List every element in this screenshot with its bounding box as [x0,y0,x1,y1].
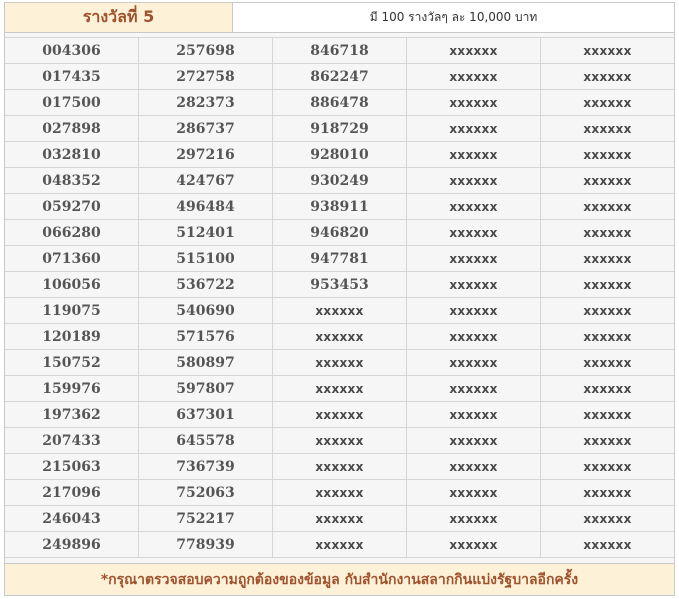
prize-number-cell: xxxxxx [583,459,632,474]
prize-number-cell: xxxxxx [583,199,632,214]
table-row [5,142,674,168]
prize-number-cell: 778939 [139,532,273,557]
prize-number-cell: xxxxxx [583,381,632,396]
prize-number-cell: xxxxxx [407,142,541,167]
prize-number-cell: 004306 [5,38,139,63]
prize-number-cell: 580897 [139,350,273,375]
prize-number-cell: xxxxxx [407,428,541,453]
prize-number-cell: 752217 [139,506,273,531]
table-row [5,90,674,116]
prize-number-cell: 272758 [139,64,273,89]
prize-number-grid [5,37,674,558]
prize-number-cell: 150752 [5,350,139,375]
prize-number-cell: 862247 [273,64,407,89]
prize-table [4,2,675,596]
prize-number-cell: xxxxxx [273,298,407,323]
prize-number-cell: 207433 [5,428,139,453]
prize-number-cell: 246043 [5,506,139,531]
prize-number-cell: xxxxxx [273,376,407,401]
prize-number-cell: xxxxxx [407,324,541,349]
prize-number-cell: xxxxxx [407,168,541,193]
prize-number-cell: xxxxxx [407,480,541,505]
prize-number-cell: 197362 [5,402,139,427]
prize-number-cell: 120189 [5,324,139,349]
prize-number-cell: 119075 [5,298,139,323]
table-row [5,376,674,402]
prize-number-cell: 886478 [273,90,407,115]
prize-number-cell: 027898 [5,116,139,141]
prize-number-cell: xxxxxx [407,376,541,401]
prize-number-cell: 297216 [139,142,273,167]
prize-number-cell: xxxxxx [407,454,541,479]
prize-number-cell: xxxxxx [583,485,632,500]
prize-number-cell: xxxxxx [407,272,541,297]
prize-number-cell: xxxxxx [583,121,632,136]
prize-number-cell: xxxxxx [583,251,632,266]
prize-number-cell: 059270 [5,194,139,219]
table-row [5,480,674,506]
prize-number-cell: 597807 [139,376,273,401]
prize-number-cell: xxxxxx [407,38,541,63]
prize-number-cell: 424767 [139,168,273,193]
table-row [5,506,674,532]
prize-number-cell: xxxxxx [583,43,632,58]
prize-number-cell: 282373 [139,90,273,115]
prize-number-cell: xxxxxx [583,355,632,370]
table-row [5,402,674,428]
prize-number-cell: xxxxxx [583,69,632,84]
table-row [5,350,674,376]
prize-number-cell: xxxxxx [407,194,541,219]
prize-number-cell: 637301 [139,402,273,427]
table-row [5,220,674,246]
prize-number-cell: 017435 [5,64,139,89]
prize-number-cell: xxxxxx [273,428,407,453]
prize-number-cell: xxxxxx [407,90,541,115]
prize-number-cell: 571576 [139,324,273,349]
table-row [5,38,674,64]
prize-number-cell: xxxxxx [407,64,541,89]
prize-number-cell: xxxxxx [583,147,632,162]
prize-number-cell: xxxxxx [583,303,632,318]
table-row [5,428,674,454]
prize-number-cell: xxxxxx [583,95,632,110]
prize-number-cell: xxxxxx [273,506,407,531]
prize-number-cell: 159976 [5,376,139,401]
prize-number-cell: 736739 [139,454,273,479]
prize-number-cell: xxxxxx [273,532,407,557]
verification-note: *กรุณาตรวจสอบความถูกต้องของข้อมูล กับสำนักงานสลากกินแบ่งรัฐบาลอีกครั้ง [5,563,674,595]
prize-number-cell: xxxxxx [407,220,541,245]
prize-number-cell: 930249 [273,168,407,193]
prize-number-cell: 846718 [273,38,407,63]
prize-number-cell: 953453 [273,272,407,297]
prize-number-cell: xxxxxx [273,480,407,505]
table-row [5,272,674,298]
prize-number-cell: xxxxxx [583,329,632,344]
prize-number-cell: 249896 [5,532,139,557]
prize-number-cell: 032810 [5,142,139,167]
prize-number-cell: xxxxxx [273,402,407,427]
prize-number-cell: 938911 [273,194,407,219]
table-row [5,194,674,220]
prize-number-cell: 947781 [273,246,407,271]
prize-title: รางวัลที่ 5 [5,3,233,33]
prize-number-cell: xxxxxx [407,350,541,375]
table-row [5,532,674,558]
prize-number-cell: xxxxxx [407,246,541,271]
prize-number-cell: xxxxxx [583,537,632,552]
prize-number-cell: 496484 [139,194,273,219]
prize-number-cell: xxxxxx [407,298,541,323]
prize-number-cell: 515100 [139,246,273,271]
prize-number-cell: xxxxxx [407,116,541,141]
prize-number-cell: 286737 [139,116,273,141]
prize-number-cell: 071360 [5,246,139,271]
prize-number-cell: xxxxxx [583,225,632,240]
prize-number-cell: 106056 [5,272,139,297]
prize-number-cell: 946820 [273,220,407,245]
table-row [5,454,674,480]
prize-number-cell: 017500 [5,90,139,115]
table-row [5,298,674,324]
prize-number-cell: 217096 [5,480,139,505]
table-row [5,64,674,90]
prize-number-cell: xxxxxx [407,532,541,557]
prize-number-cell: 928010 [273,142,407,167]
prize-number-cell: 257698 [139,38,273,63]
table-row [5,116,674,142]
prize-number-cell: xxxxxx [583,433,632,448]
prize-number-cell: xxxxxx [273,350,407,375]
prize-number-cell: xxxxxx [583,407,632,422]
prize-number-cell: xxxxxx [583,511,632,526]
prize-number-cell: 918729 [273,116,407,141]
prize-number-cell: 512401 [139,220,273,245]
table-row [5,246,674,272]
prize-number-cell: xxxxxx [273,454,407,479]
prize-number-cell: 540690 [139,298,273,323]
prize-number-cell: 066280 [5,220,139,245]
table-row [5,324,674,350]
table-row [5,168,674,194]
prize-subtitle: มี 100 รางวัลๆ ละ 10,000 บาท [233,3,674,33]
prize-number-cell: xxxxxx [583,277,632,292]
prize-number-cell: 645578 [139,428,273,453]
prize-number-cell: 536722 [139,272,273,297]
prize-number-cell: 215063 [5,454,139,479]
prize-number-cell: xxxxxx [583,173,632,188]
prize-number-cell: xxxxxx [273,324,407,349]
prize-number-cell: 752063 [139,480,273,505]
prize-header [5,3,674,33]
prize-number-cell: 048352 [5,168,139,193]
prize-number-cell: xxxxxx [407,506,541,531]
prize-number-cell: xxxxxx [407,402,541,427]
